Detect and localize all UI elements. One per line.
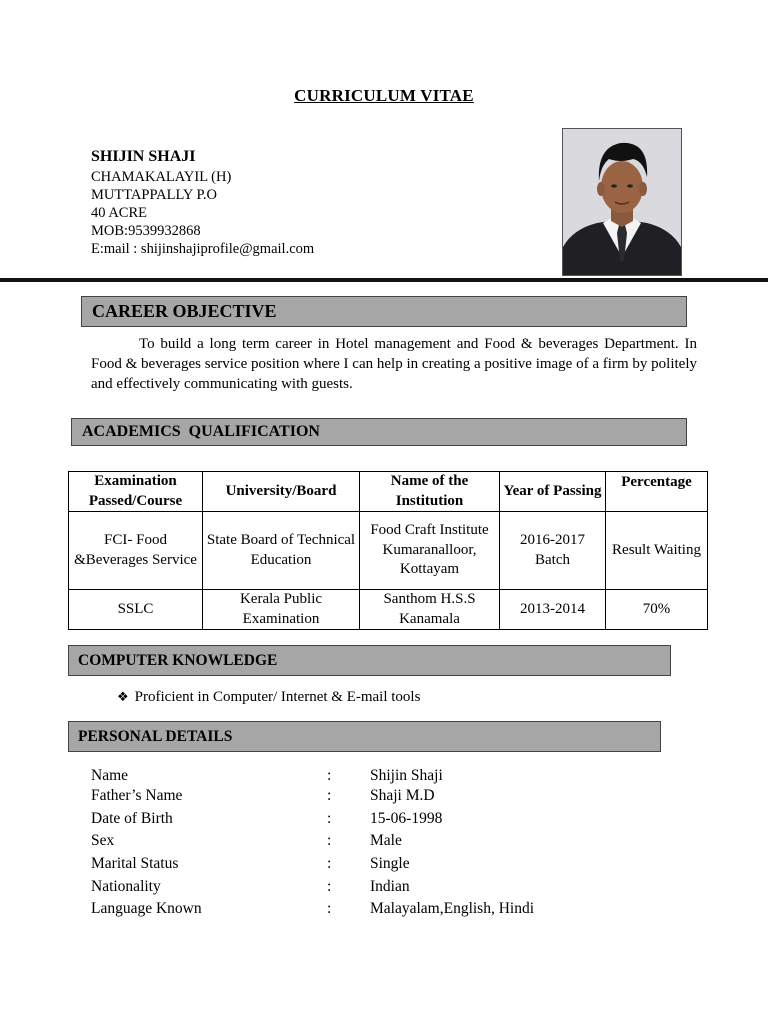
detail-separator: : xyxy=(327,855,332,872)
table-cell: SSLC xyxy=(69,590,203,630)
profile-photo xyxy=(562,128,682,276)
detail-value: Shaji M.D xyxy=(370,787,435,804)
detail-value: Malayalam,English, Hindi xyxy=(370,900,535,917)
detail-label: Date of Birth xyxy=(91,810,173,827)
table-row xyxy=(69,590,708,630)
address-line: 40 ACRE xyxy=(91,205,147,221)
computer-knowledge-heading: COMPUTER KNOWLEDGE xyxy=(68,645,671,676)
table-cell: 2013-2014 xyxy=(500,590,606,630)
mobile-number: MOB:9539932868 xyxy=(91,223,201,239)
detail-value: 15-06-1998 xyxy=(370,810,443,827)
career-objective-text: To build a long term career in Hotel management and Food & beverages Department. In Food & beverages service position where I can help in creating a positive image of a firm by politely and effectively communicating with guests. xyxy=(91,336,697,392)
list-item xyxy=(117,689,420,706)
list-item-text: Proficient in Computer/ Internet & E-mail tools xyxy=(134,689,421,705)
detail-separator: : xyxy=(327,787,332,804)
address-line: MUTTAPPALLY P.O xyxy=(91,187,218,203)
table-cell: Result Waiting xyxy=(606,512,708,590)
candidate-name: SHIJIN SHAJI xyxy=(91,148,196,165)
document-title: CURRICULUM VITAE xyxy=(294,86,474,105)
career-objective-heading: CAREER OBJECTIVE xyxy=(81,296,687,327)
table-cell: 70% xyxy=(606,590,708,630)
column-header: Percentage xyxy=(606,472,708,512)
detail-label: Name xyxy=(91,767,129,784)
detail-label: Father’s Name xyxy=(91,787,183,804)
table-cell: Santhom H.S.S Kanamala xyxy=(360,590,500,630)
detail-label: Nationality xyxy=(91,878,161,895)
email-address: E:mail : shijinshajiprofile@gmail.com xyxy=(91,241,315,257)
detail-separator: : xyxy=(327,832,332,849)
diamond-bullet-icon: ❖ xyxy=(117,690,129,705)
table-cell: Kerala Public Examination xyxy=(203,590,360,630)
academics-heading: ACADEMICS QUALIFICATION xyxy=(71,418,687,446)
person-portrait-icon xyxy=(563,129,681,275)
detail-value: Shijin Shaji xyxy=(370,767,443,784)
column-header: University/Board xyxy=(203,472,360,512)
table-cell: State Board of Technical Education xyxy=(203,512,360,590)
detail-label: Sex xyxy=(91,832,115,849)
detail-separator: : xyxy=(327,810,332,827)
detail-value: Male xyxy=(370,832,402,849)
detail-label: Marital Status xyxy=(91,855,179,872)
detail-value: Single xyxy=(370,855,410,872)
address-line: CHAMAKALAYIL (H) xyxy=(91,169,232,185)
table-cell: 2016-2017 Batch xyxy=(500,512,606,590)
table-header-row xyxy=(69,472,708,512)
detail-label: Language Known xyxy=(91,900,202,917)
table-cell: Food Craft Institute Kumaranalloor, Kottayam xyxy=(360,512,500,590)
column-header: Year of Passing xyxy=(500,472,606,512)
detail-value: Indian xyxy=(370,878,410,895)
column-header: Name of the Institution xyxy=(360,472,500,512)
table-row xyxy=(69,512,708,590)
personal-details-heading: PERSONAL DETAILS xyxy=(68,721,661,752)
detail-separator: : xyxy=(327,900,332,917)
academics-table xyxy=(68,471,708,630)
detail-separator: : xyxy=(327,878,332,895)
table-cell: FCI- Food &Beverages Service xyxy=(69,512,203,590)
header-divider xyxy=(0,278,768,282)
column-header: Examination Passed/Course xyxy=(69,472,203,512)
detail-separator: : xyxy=(327,767,332,784)
